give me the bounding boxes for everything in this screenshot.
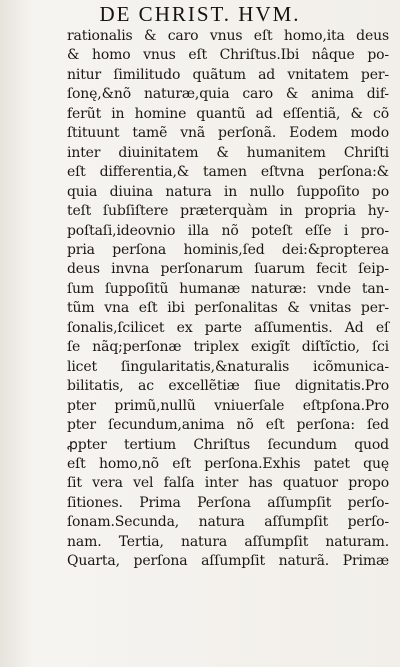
text-line: ꝓpter tertium Chriſtus ſecundum quod: [67, 436, 389, 453]
text-line: poſtaſi,ideovnio illa nõ poteſt eſſe i pro-: [67, 222, 389, 239]
text-line: deus invna perſonarum ſuarum fecit ſeip-: [67, 261, 389, 278]
text-block: [67, 27, 389, 572]
text-line: bilitatis, ac excellẽtiæ ſiue dignitatis.Pro: [67, 378, 389, 395]
gutter-shadow: [0, 0, 34, 667]
text-line: ſonam.Secunda, natura aſſumpſit perſo-: [67, 514, 389, 531]
text-line: pter primũ,nullũ vniuerſale eſtpſona.Pro: [67, 397, 389, 414]
text-line: Quarta, perſona aſſumpſit naturã. Primæ: [67, 553, 389, 570]
text-line: ſonalis,ſcilicet ex parte aſſumentis. Ad eſ: [67, 319, 389, 336]
text-line: ſitiones. Prima Perſona aſſumpſit perſo-: [67, 494, 389, 511]
text-line: ſit vera vel falſa inter has quatuor propo: [67, 475, 389, 492]
text-line: tũm vna eſt ibi perſonalitas & vnitas per-: [67, 300, 389, 317]
text-line: teſt ſubſiſtere præterquàm in propria hy-: [67, 203, 389, 220]
text-line: quia diuina natura in nullo ſuppoſito po: [67, 183, 389, 200]
text-line: rationalis & caro vnus eſt homo,ita deus: [67, 28, 389, 44]
text-line: pter ſecundum,anima nõ eſt perſona: ſed: [67, 417, 389, 434]
text-line: pria perſona hominis,ſed dei:&propterea: [67, 241, 389, 258]
text-line: ferũt in homine quantũ ad eſſentiã, & cõ: [67, 105, 389, 122]
text-line: eſt differentia,& tamen eſtvna perſona:&: [67, 164, 389, 181]
text-line: ſe nãq;perſonæ triplex exigĩt diſtĩctio, ſci: [67, 339, 389, 356]
text-line: ſonę,&nõ naturæ,quia caro & anima dif-: [67, 86, 389, 103]
text-line: nitur ſimilitudo quãtum ad vnitatem per-: [67, 66, 389, 83]
text-line: ſum ſuppoſitũ humanæ naturæ: vnde tan-: [67, 280, 389, 297]
running-head: DE CHRIST. HVM.: [99, 2, 301, 26]
text-line: ſtituunt tamẽ vnã perſonã. Eodem modo: [67, 125, 389, 142]
text-line: nam. Tertia, natura aſſumpſit naturam.: [67, 533, 389, 550]
text-line: & homo vnus eſt Chriſtus.Ibi nâque po-: [67, 47, 389, 64]
text-line: licet ſingularitatis,&naturalis icõmunica-: [67, 358, 389, 375]
text-line: eſt homo,nõ eſt perſona.Exhis patet quę: [67, 455, 389, 472]
text-line: inter diuinitatem & humanitem Chriſti: [67, 144, 389, 161]
